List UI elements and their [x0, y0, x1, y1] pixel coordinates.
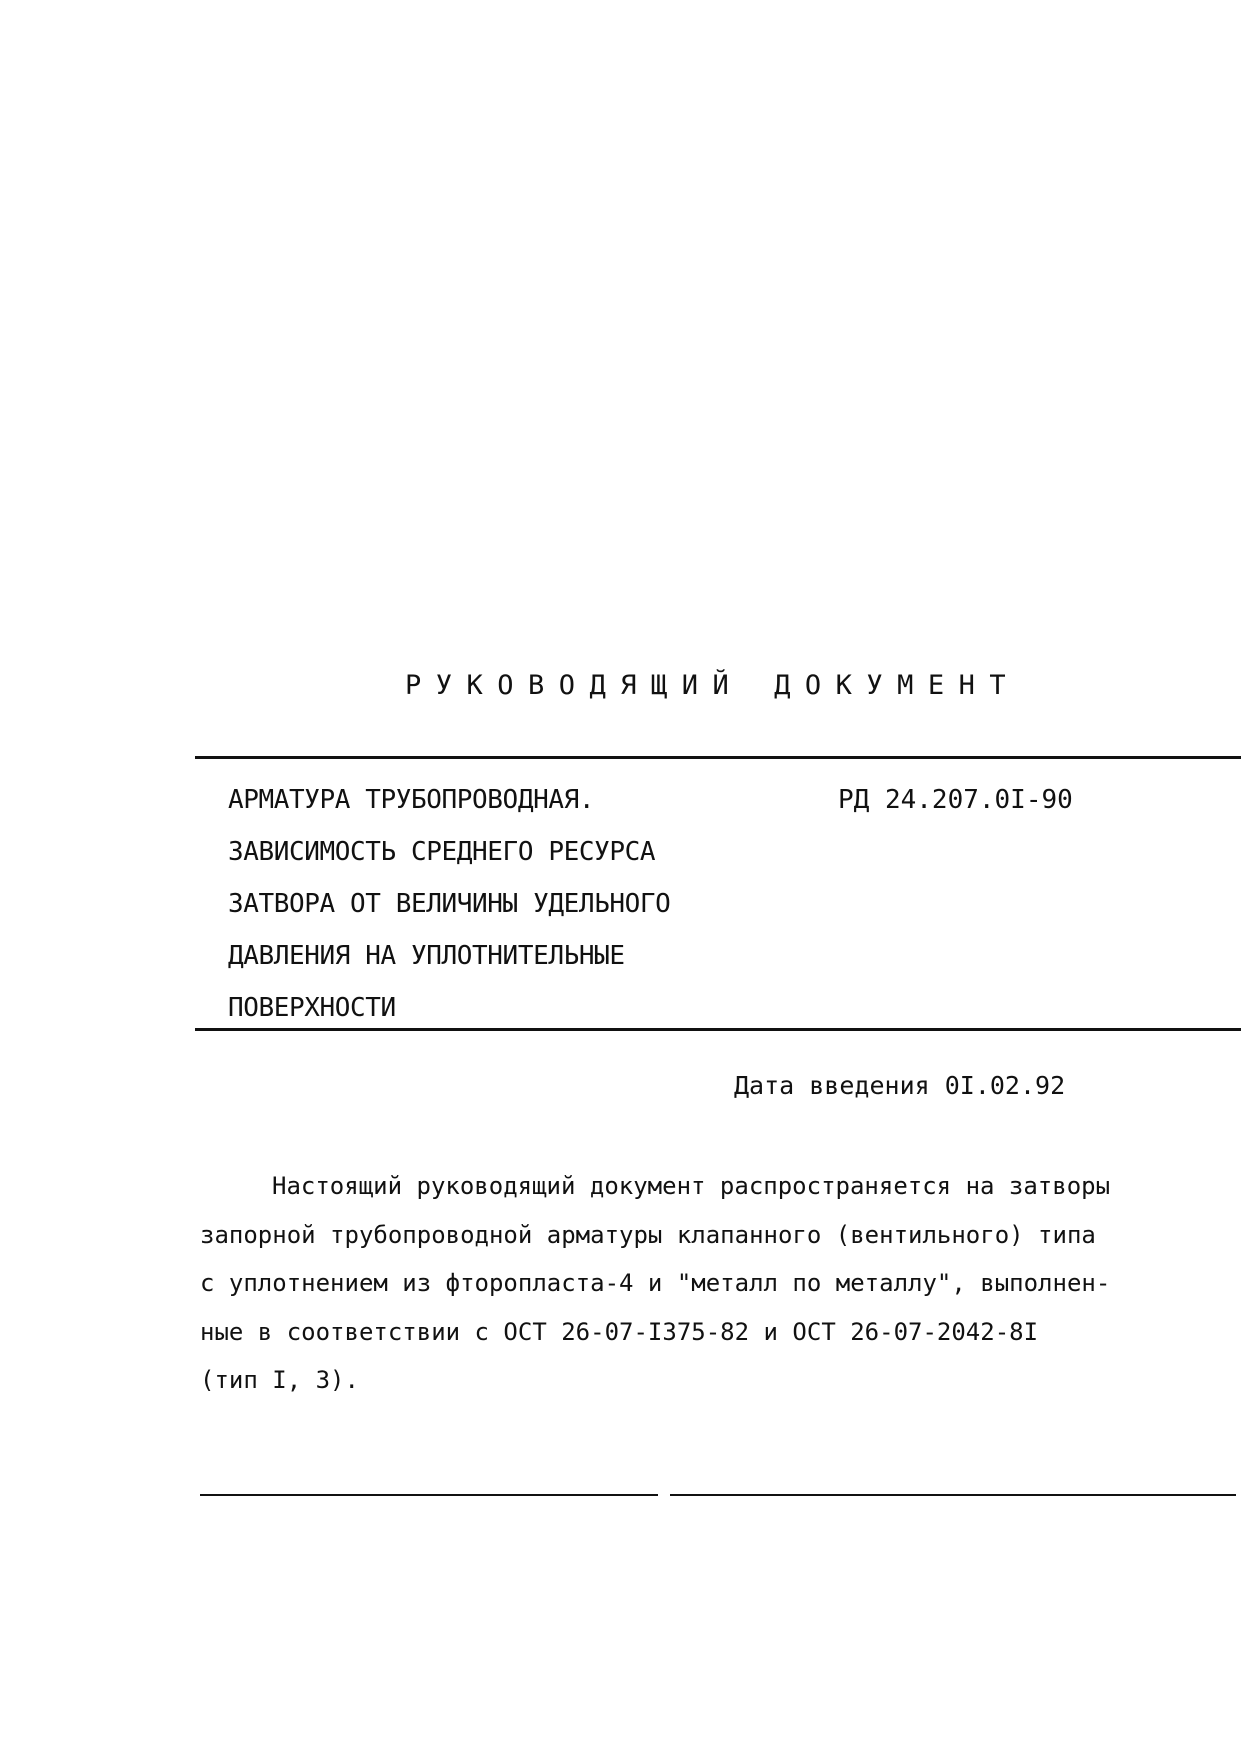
body-line: Настоящий руководящий документ распространяется на затворы	[272, 1172, 1111, 1200]
footnote-rule-right	[670, 1494, 1236, 1496]
title-top-rule	[195, 756, 1241, 759]
document-title	[228, 774, 670, 1034]
body-line: (тип I, 3).	[200, 1366, 359, 1394]
title-line: ЗАТВОРА ОТ ВЕЛИЧИНЫ УДЕЛЬНОГО	[228, 889, 671, 919]
footnote-rule-left	[200, 1494, 658, 1496]
body-line: ные в соответствии с ОСТ 26-07-I375-82 и ОСТ 26-07-2042-8I	[200, 1317, 1039, 1346]
title-line: АРМАТУРА ТРУБОПРОВОДНАЯ.	[228, 785, 595, 815]
body-paragraph	[200, 1162, 1200, 1405]
title-line: ДАВЛЕНИЯ НА УПЛОТНИТЕЛЬНЫЕ	[228, 941, 625, 971]
title-line: ПОВЕРХНОСТИ	[228, 993, 396, 1023]
introduction-date: Дата введения 0I.02.92	[734, 1071, 1066, 1100]
document-heading: РУКОВОДЯЩИЙ ДОКУМЕНТ	[405, 670, 1021, 701]
title-bottom-rule	[195, 1028, 1241, 1031]
title-line: ЗАВИСИМОСТЬ СРЕДНЕГО РЕСУРСА	[228, 837, 656, 867]
body-line: запорной трубопроводной арматуры клапанного (вентильного) типа	[200, 1220, 1096, 1249]
document-code: РД 24.207.0I-90	[838, 785, 1073, 815]
body-line: с уплотнением из фторопласта-4 и "металл по металлу", выполнен-	[200, 1269, 1111, 1297]
